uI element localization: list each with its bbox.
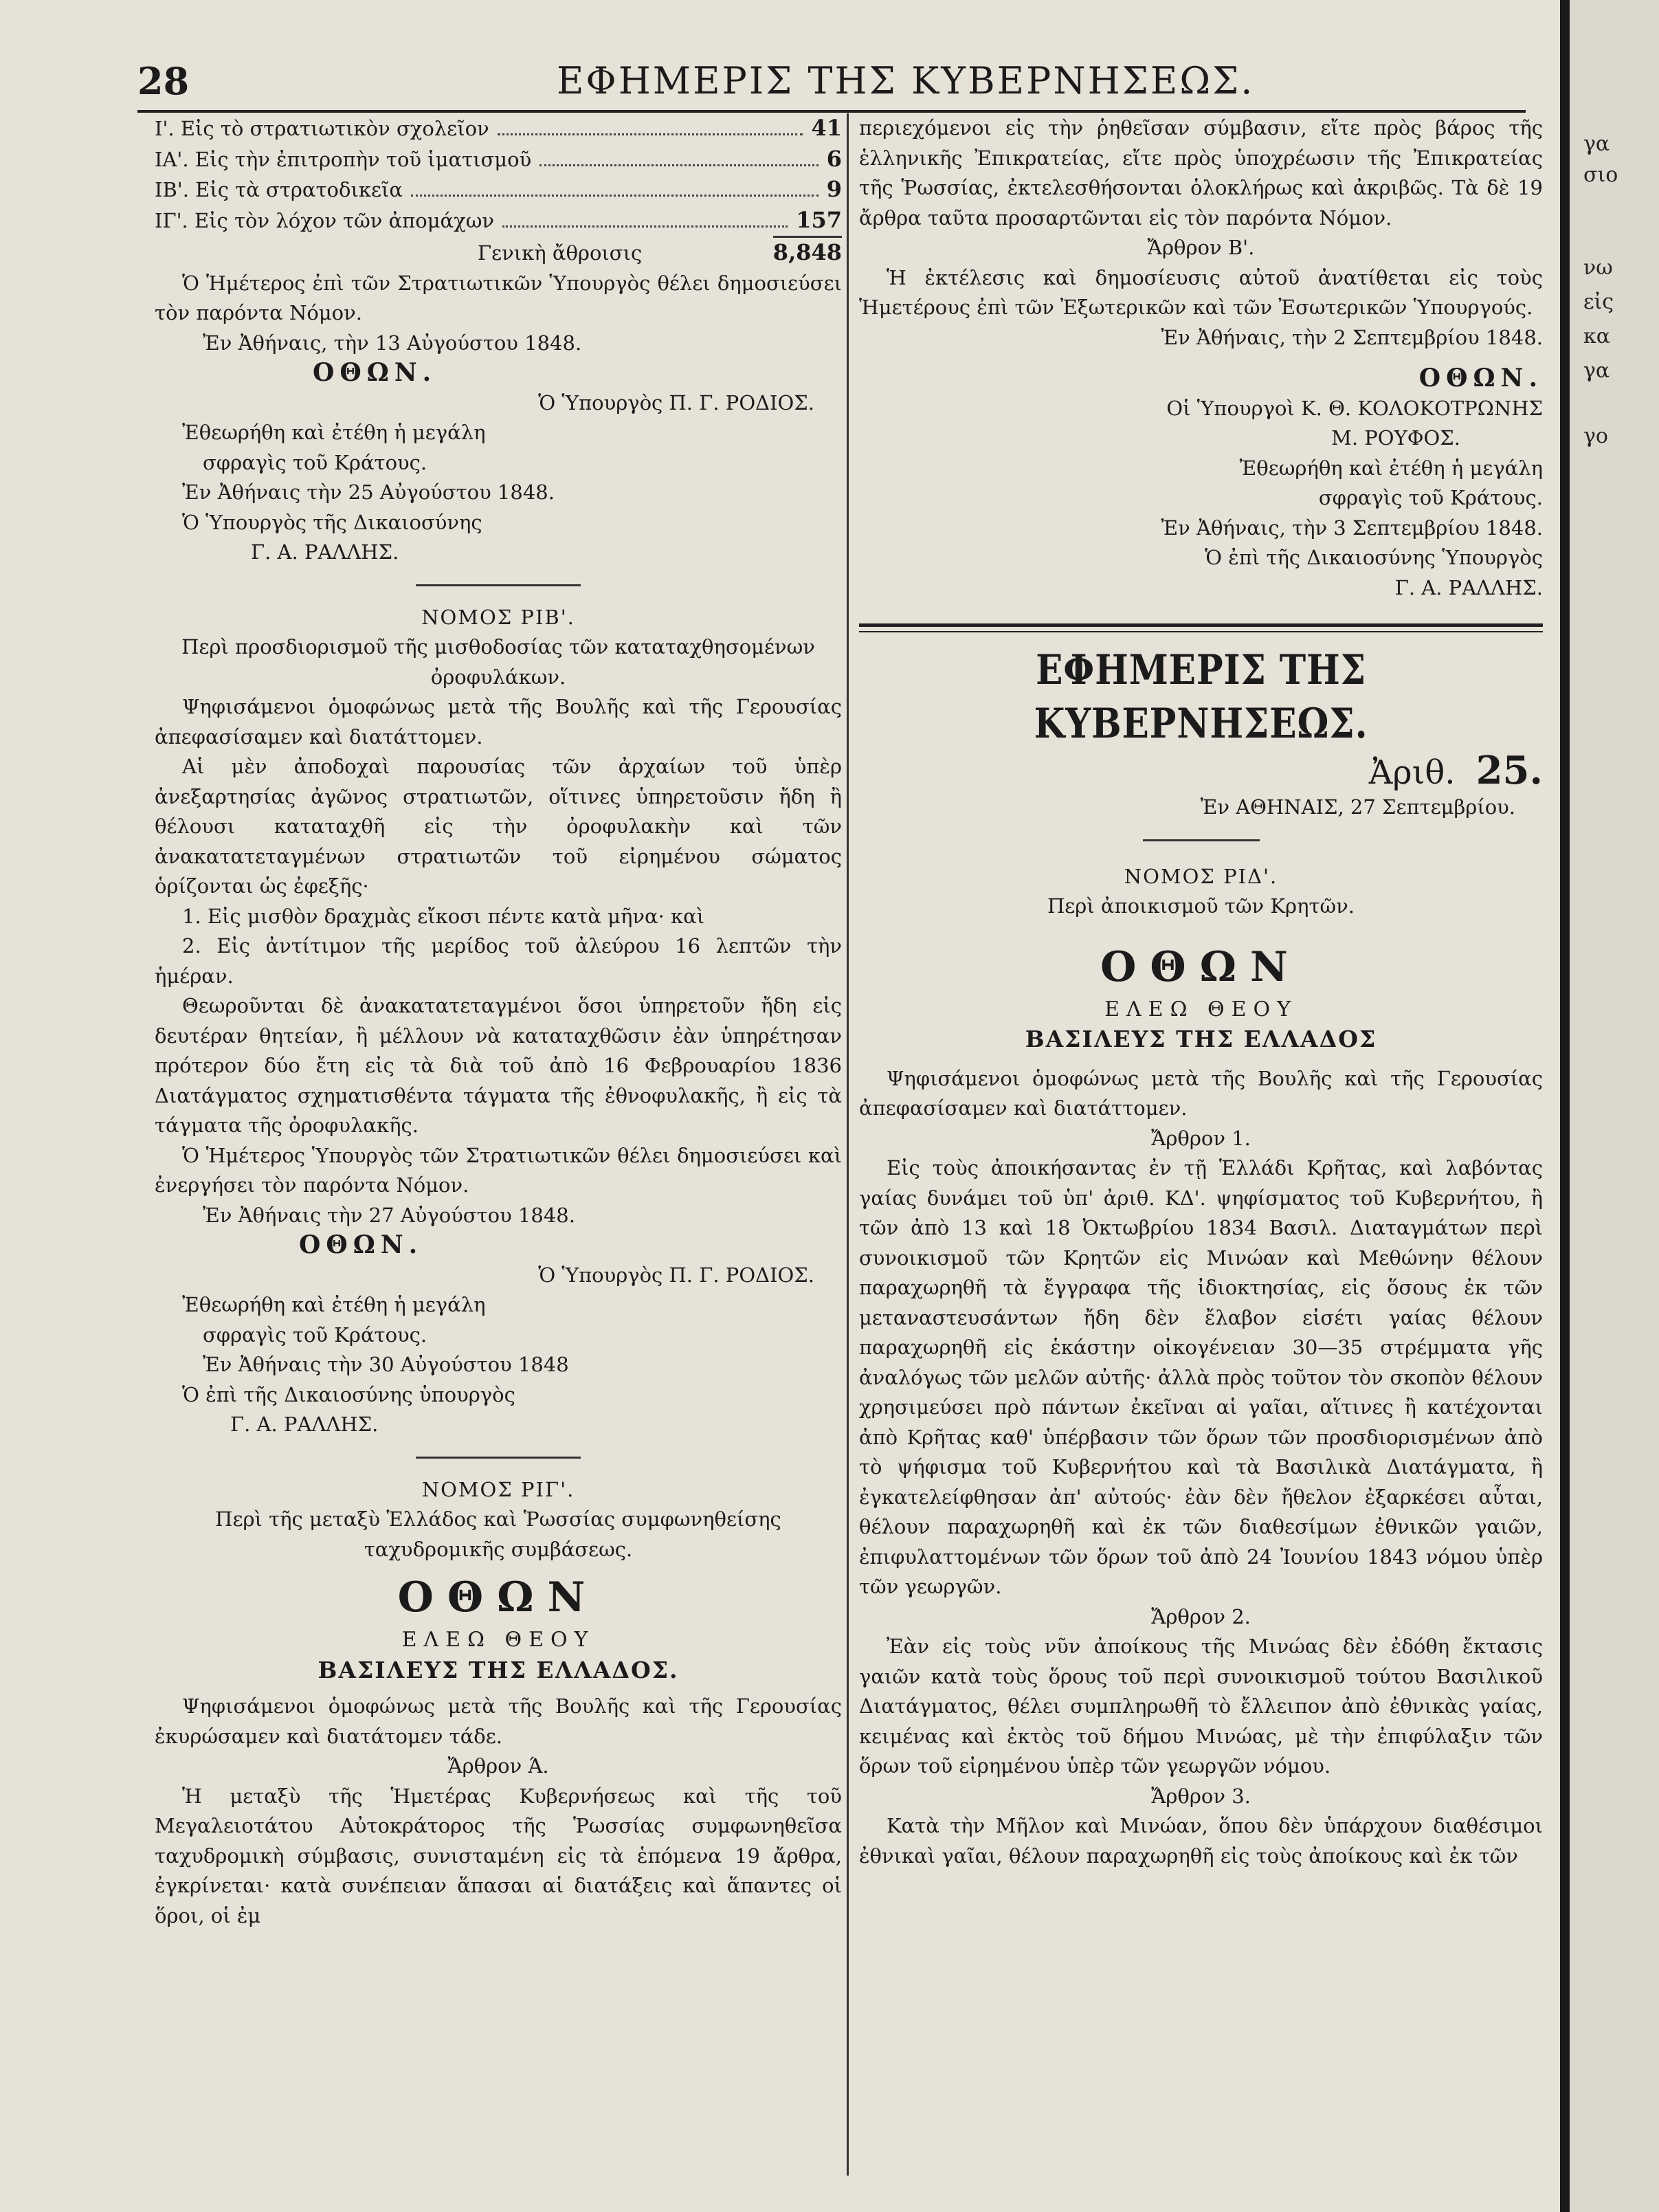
page-header xyxy=(0,54,1560,109)
issue-number-value: 25. xyxy=(1476,748,1543,793)
right-column xyxy=(859,113,1543,1871)
paragraph: Θεωροῦνται δὲ ἀνακατατεταγμένοι ὅσοι ὑπηρετοῦν ἤδη εἰς δευτέραν θητείαν, ἢ μέλλουν νὰ καταταχθῶσιν ἐὰν ὑπηρέτησαν πρότερον δύο ἔτη εἰς τὰ διὰ τοῦ ἀπὸ 16 Φεβρουαρίου 1836 Διατάγματος σχηματισθέντα τάγματα τῆς ἐθνοφυλακῆς, ἢ εἰς τὰ τάγματα τῆς ὀροφυλακῆς. xyxy=(155,994,842,1137)
seal-note: Ἐθεωρήθη καὶ ἐτέθη ἡ μεγάλη xyxy=(182,1293,486,1316)
seal-note: Ἐθεωρήθη καὶ ἐτέθη ἡ μεγάλη xyxy=(1239,456,1543,480)
ledger-amount: 41 xyxy=(811,115,842,141)
king-signature: ΟΘΩΝ. xyxy=(1418,364,1543,392)
paragraph: Ὁ Ἡμέτερος ἐπὶ τῶν Στρατιωτικῶν Ὑπουργὸς θέλει δημοσιεύσει τὸν παρόντα Νόμον. xyxy=(155,271,842,324)
law-subtitle: Περὶ ἀποικισμοῦ τῶν Κρητῶν. xyxy=(1047,894,1355,918)
paragraph: περιεχόμενοι εἰς τὴν ῥηθεῖσαν σύμβασιν, εἴτε πρὸς βάρος τῆς ἑλληνικῆς Ἐπικρατείας, εἴτε πρὸς ὑποχρέωσιν τῆς Ἐπικρατείας τῆς Ῥωσσίας, ἐκτελεσθήσονται ὁλοκλήρως καὶ ἀκριβῶς. Τὰ δὲ 19 ἄρθρα ταῦτα προσαρτῶνται εἰς τὸν παρόντα Νόμον. xyxy=(859,116,1543,230)
gutter-fragment: γα xyxy=(1583,132,1610,156)
gutter-fragment: γα xyxy=(1583,359,1610,383)
minister-signature: Μ. ΡΟΥΦΟΣ. xyxy=(1331,426,1460,450)
paragraph: Ἡ μεταξὺ τῆς Ἡμετέρας Κυβερνήσεως καὶ τῆς τοῦ Μεγαλειοτάτου Αὐτοκράτορος τῆς Ῥωσσίας συμφωνηθεῖσα ταχυδρομικὴ σύμβασις, συνισταμένη εἰς τὰ ἑπόμενα 19 ἄρθρα, ἐγκρίνεται· κατὰ συνέπειαν ἅπασαι αἱ διατάξεις καὶ ἅπαντες οἱ ὅροι, οἱ ἐμ xyxy=(155,1784,842,1927)
king-of-greece: ΒΑΣΙΛΕΥΣ ΤΗΣ ΕΛΛΑΔΟΣ xyxy=(1025,1026,1377,1052)
ledger-amount: 6 xyxy=(826,145,842,172)
by-grace-of-god: ΕΛΕΩ ΘΕΟΥ xyxy=(401,1628,595,1652)
justice-minister-line: Ὁ Ὑπουργὸς τῆς Δικαιοσύνης xyxy=(182,510,482,534)
law-subtitle: Περὶ προσδιορισμοῦ τῆς μισθοδοσίας τῶν καταταχθησομένων ὀροφυλάκων. xyxy=(181,635,815,689)
paragraph: Αἱ μὲν ἀποδοχαὶ παρουσίας τῶν ἀρχαίων τοῦ ὑπὲρ ἀνεξαρτησίας ἀγῶνος στρατιωτῶν, οἵτινες ὑπηρετοῦσιν ἤδη ἢ θέλουσι καταταχθῆ εἰς τὴν ὀροφυλακὴν καὶ τῶν ἀνακατατεταγμένων στρατιωτῶν τοῦ εἰρημένου σώματος ὁρίζονται ὡς ἐφεξῆς· xyxy=(155,755,842,898)
date-line: Ἐν Ἀθήναις, τὴν 2 Σεπτεμβρίου 1848. xyxy=(1161,325,1543,349)
seal-note: σφραγὶς τοῦ Κράτους. xyxy=(203,450,427,474)
date-line: Ἐν Ἀθήναις τὴν 30 Αὐγούστου 1848 xyxy=(203,1353,569,1376)
minister-signature: Ὁ Ὑπουργὸς Π. Γ. ΡΟΔΙΟΣ. xyxy=(538,1263,814,1287)
otho-heading: ΟΘΩΝ xyxy=(397,1573,599,1622)
total-amount: 8,848 xyxy=(773,236,842,268)
seal-note: σφραγὶς τοῦ Κράτους. xyxy=(1318,486,1543,509)
paragraph: Εἰς τοὺς ἀποικήσαντας ἐν τῇ Ἑλλάδι Κρῆτας, καὶ λαβόντας γαίας δυνάμει τοῦ ὑπ' ἀριθ. ΚΔ'. ψηφίσματος τοῦ Κυβερνήτου, ἢ τῶν ἀπὸ 13 καὶ 18 Ὀκτωβρίου 1834 Βασιλ. Διαταγμάτων περὶ συνοικισμοῦ τῶν Κρητῶν εἰς Μινώαν καὶ Μεθώνην θέλουν παραχωρηθῆ τὰ ἔγγραφα τῆς ἰδιοκτησίας, εἰς ὅσους ἐκ τῶν μεταναστευσάντων ἤδη δὲν ἔλαβον εἰσέτι γαίας θέλουν παραχωρηθῆ εἰς ἑκάστην οἰκογένειαν 30—35 στρέμματα γῆς ἀναλόγως τῶν μελῶν αὐτῆς· ἀλλὰ πρὸς τοῦτον τὸν σκοπὸν θέλουν χρησιμεύσει πρὸ πάντων ἐκεῖναι αἱ γαῖαι, αἵτινες ἢ κατέχονται ἀπὸ Κρῆτας καθ' ὑπέρβασιν τῶν ὅρων τῶν προσδιορισμένων ἀπὸ τὸ ψήφισμα τοῦ Κυβερνήτου καὶ τὰ Βασιλικὰ Διατάγματα, ἢ ἐγκατελείφθησαν ἀπ' αὐτούς· ἐὰν δὲν ἤθελον ἐξαρκέσει αὗται, θέλουν παραχωρηθῆ καὶ ἐκ τῶν διαθεσίμων ἐθνικῶν γαιῶν, ἐπιφυλαττομένων τῶν ὅρων τοῦ ἀπὸ 24 Ἰουνίου 1843 νόμου ὑπὲρ τῶν γεωργῶν. xyxy=(859,1156,1543,1598)
article-heading: Ἄρθρον Β'. xyxy=(1147,236,1255,259)
minister-signature: Ὁ Ὑπουργὸς Π. Γ. ΡΟΔΙΟΣ. xyxy=(538,390,814,414)
king-of-greece: ΒΑΣΙΛΕΥΣ ΤΗΣ ΕΛΛΑΔΟΣ. xyxy=(318,1656,679,1683)
by-grace-of-god: ΕΛΕΩ ΘΕΟΥ xyxy=(1104,997,1298,1021)
ledger-row xyxy=(155,113,842,144)
ledger-label: ΙΒ'. Εἰς τὰ στρατοδικεῖα xyxy=(155,178,403,201)
gutter-fragment: νω xyxy=(1583,256,1613,280)
king-signature: ΟΘΩΝ. xyxy=(299,1230,423,1259)
section-separator xyxy=(1143,839,1260,841)
law-title: ΝΟΜΟΣ ΡΙΓ'. xyxy=(421,1477,575,1501)
justice-minister-line: Ὁ ἐπὶ τῆς Δικαιοσύνης ὑπουργὸς xyxy=(182,1382,515,1406)
date-line: Ἐν Ἀθήναις τὴν 27 Αὐγούστου 1848. xyxy=(203,1203,575,1227)
ledger-row xyxy=(155,206,842,236)
list-item: 2. Εἰς ἀντίτιμον τῆς μερίδος τοῦ ἀλεύρου 16 λεπτῶν τὴν ἡμέραν. xyxy=(155,934,842,988)
section-separator xyxy=(416,1457,581,1459)
paragraph: Ἐὰν εἰς τοὺς νῦν ἀποίκους τῆς Μινώας δὲν ἐδόθη ἔκτασις γαιῶν κατὰ τοὺς ὅρους τοῦ περὶ συνοικισμοῦ τούτου Βασιλικοῦ Διατάγματος, θέλει συμπληρωθῆ τὸ ἔλλειπον ἀπὸ ἐθνικὰς γαίας, κειμένας καὶ ἐκτὸς τοῦ δήμου Μινώας, μὲ τὴν ἐπιφύλαξιν τῶν ὅρων τοῦ εἰρημένου ὑπὲρ τῶν γεωργῶν νόμου. xyxy=(859,1635,1543,1778)
gutter-fragment: κα xyxy=(1583,324,1611,349)
issue-number-label: Ἀριθ. xyxy=(1368,753,1456,792)
minister-name: Γ. Α. ΡΑΛΛΗΣ. xyxy=(1394,575,1543,599)
issue-number xyxy=(859,748,1543,793)
total-label: Γενικὴ ἄθροισις xyxy=(478,241,643,265)
dateline: Ἐν ΑΘΗΝΑΙΣ, 27 Σεπτεμβρίου. xyxy=(1200,795,1515,819)
law-title: ΝΟΜΟΣ ΡΙΒ'. xyxy=(421,605,575,629)
list-item: 1. Εἰς μισθὸν δραχμὰς εἴκοσι πέντε κατὰ μῆνα· καὶ xyxy=(182,904,705,928)
ledger-label: Ι'. Εἰς τὸ στρατιωτικὸν σχολεῖον xyxy=(155,117,489,140)
ledger-amount: 157 xyxy=(796,206,842,233)
paragraph: Ψηφισάμενοι ὁμοφώνως μετὰ τῆς Βουλῆς καὶ τῆς Γερουσίας ἀπεφασίσαμεν καὶ διατάττομεν. xyxy=(155,695,842,749)
paragraph: Ὁ Ἡμέτερος Ὑπουργὸς τῶν Στρατιωτικῶν θέλει δημοσιεύσει καὶ ἐνεργήσει τὸν παρόντα Νόμον. xyxy=(155,1143,842,1197)
article-heading: Ἄρθρον 2. xyxy=(1151,1604,1251,1628)
paragraph: Κατὰ τὴν Μῆλον καὶ Μινώαν, ὅπου δὲν ὑπάρχουν διαθέσιμοι ἐθνικαὶ γαῖαι, θέλουν παραχωρηθῆ εἰς τοὺς ἀποίκους καὶ ἐκ τῶν xyxy=(859,1814,1543,1868)
date-line: Ἐν Ἀθήναις, τὴν 3 Σεπτεμβρίου 1848. xyxy=(1161,516,1543,540)
masthead-rule xyxy=(859,623,1543,632)
adjacent-page-edge xyxy=(1560,0,1659,2212)
ledger-row xyxy=(155,144,842,175)
article-heading: Ἄρθρον Ά. xyxy=(447,1754,549,1778)
ledger-row xyxy=(155,175,842,206)
page-number: 28 xyxy=(137,59,190,103)
law-subtitle: Περὶ τῆς μεταξὺ Ἑλλάδος καὶ Ῥωσσίας συμφωνηθείσης ταχυδρομικῆς συμβάσεως. xyxy=(215,1507,781,1561)
king-signature: ΟΘΩΝ. xyxy=(313,358,437,387)
seal-note: Ἐθεωρήθη καὶ ἐτέθη ἡ μεγάλη xyxy=(182,421,486,444)
ministers-signature: Οἱ Ὑπουργοὶ Κ. Θ. ΚΟΛΟΚΟΤΡΩΝΗΣ xyxy=(1166,396,1543,420)
gutter-fragment: εἰς xyxy=(1583,290,1614,314)
paragraph: Ψηφισάμενοι ὁμοφώνως μετὰ τῆς Βουλῆς καὶ τῆς Γερουσίας ἀπεφασίσαμεν καὶ διατάττομεν. xyxy=(859,1066,1543,1120)
gutter-fragment: σιο xyxy=(1583,163,1618,187)
justice-minister-line: Ὁ ἐπὶ τῆς Δικαιοσύνης Ὑπουργὸς xyxy=(1205,546,1543,569)
article-heading: Ἄρθρον 1. xyxy=(1151,1126,1251,1150)
ledger-total-row xyxy=(155,236,842,269)
seal-note: σφραγὶς τοῦ Κράτους. xyxy=(203,1323,427,1347)
paragraph: Ἡ ἐκτέλεσις καὶ δημοσίευσις αὐτοῦ ἀνατίθεται εἰς τοὺς Ἡμετέρους ἐπὶ τῶν Ἐξωτερικῶν καὶ τῶν Ἐσωτερικῶν Ὑπουργούς. xyxy=(859,265,1543,319)
paragraph: Ψηφισάμενοι ὁμοφώνως μετὰ τῆς Βουλῆς καὶ τῆς Γερουσίας ἐκυρώσαμεν καὶ διατάτομεν τάδε. xyxy=(155,1694,842,1748)
issue-masthead: ΕΦΗΜΕΡΙΣ ΤΗΣ ΚΥΒΕΡΝΗΣΕΩΣ. xyxy=(1034,646,1368,748)
minister-name: Γ. Α. ΡΑΛΛΗΣ. xyxy=(251,540,399,564)
law-title: ΝΟΜΟΣ ΡΙΔ'. xyxy=(1124,864,1278,888)
minister-name: Γ. Α. ΡΑΛΛΗΣ. xyxy=(230,1413,379,1436)
left-column xyxy=(155,113,842,1931)
date-line: Ἐν Ἀθήναις, τὴν 13 Αὐγούστου 1848. xyxy=(203,331,582,355)
header-rule xyxy=(137,110,1526,113)
otho-heading: ΟΘΩΝ xyxy=(1100,942,1302,991)
running-title: ΕΦΗΜΕΡΙΣ ΤΗΣ ΚΥΒΕΡΝΗΣΕΩΣ. xyxy=(557,59,1255,102)
ledger-label: ΙΓ'. Εἰς τὸν λόχον τῶν ἀπομάχων xyxy=(155,208,494,232)
date-line: Ἐν Ἀθήναις τὴν 25 Αὐγούστου 1848. xyxy=(182,480,555,504)
section-separator xyxy=(416,584,581,586)
column-divider xyxy=(847,113,849,2176)
ledger-amount: 9 xyxy=(826,176,842,202)
article-heading: Ἄρθρον 3. xyxy=(1151,1784,1251,1808)
gutter-fragment: γο xyxy=(1583,424,1608,448)
ledger-label: ΙΑ'. Εἰς τὴν ἐπιτροπὴν τοῦ ἱματισμοῦ xyxy=(155,147,532,171)
